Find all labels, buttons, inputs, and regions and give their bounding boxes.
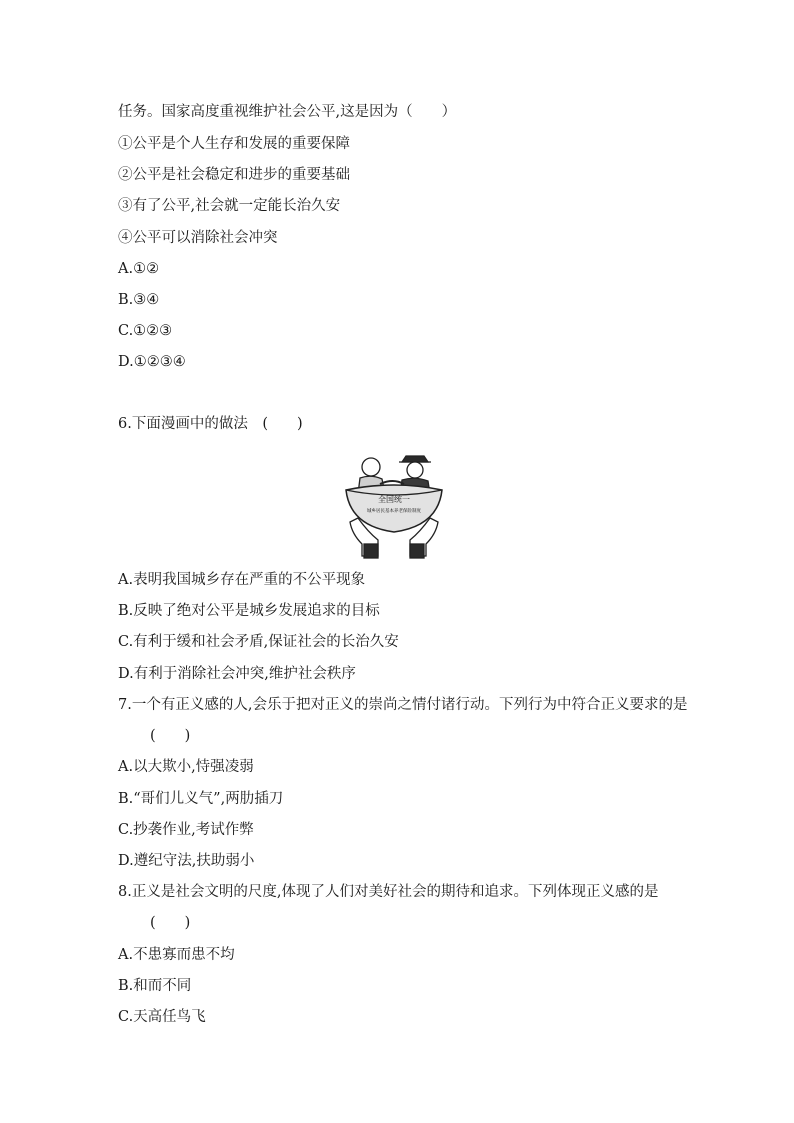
q7-option-a: A.以大欺小,恃强凌弱 — [118, 759, 254, 775]
q7-answer-blank: ( ) — [150, 728, 191, 744]
q5-statement-3: ③有了公平,社会就一定能长治久安 — [118, 198, 341, 214]
handshake — [380, 481, 404, 484]
q5-statement-4: ④公平可以消除社会冲突 — [118, 230, 278, 246]
q5-option-d: D.①②③④ — [118, 354, 186, 370]
q7-option-d: D.遵纪守法,扶助弱小 — [118, 853, 255, 869]
q6-option-a: A.表明我国城乡存在严重的不公平现象 — [118, 572, 366, 588]
q7-option-b: B.“哥们儿义气”,两肋插刀 — [118, 791, 284, 807]
q5-option-a: A.①② — [118, 261, 160, 277]
q5-stem: 任务。国家高度重视维护社会公平,这是因为（ ） — [118, 104, 457, 120]
q5-statement-2: ②公平是社会稳定和进步的重要基础 — [118, 167, 350, 183]
q6-option-c: C.有利于缓和社会矛盾,保证社会的长治久安 — [118, 634, 399, 650]
q8-option-a: A.不患寡而患不均 — [118, 947, 235, 963]
q5-option-c: C.①②③ — [118, 323, 173, 339]
q5-statement-1: ①公平是个人生存和发展的重要保障 — [118, 136, 350, 152]
q8-stem: 8.正义是社会文明的尺度,体现了人们对美好社会的期待和追求。下列体现正义感的是 — [118, 884, 659, 900]
bowl-title: 全国统一 — [378, 495, 410, 504]
cartoon-illustration — [338, 452, 450, 560]
q8-option-b: B.和而不同 — [118, 978, 192, 994]
bowl-subtitle: 城乡居民基本养老保险制度 — [367, 509, 421, 514]
q6-option-d: D.有利于消除社会冲突,维护社会秩序 — [118, 666, 356, 682]
q6-option-b: B.反映了绝对公平是城乡发展追求的目标 — [118, 603, 380, 619]
q7-option-c: C.抄袭作业,考试作弊 — [118, 822, 254, 838]
q8-answer-blank: ( ) — [150, 915, 191, 931]
q8-option-c: C.天高任鸟飞 — [118, 1009, 206, 1025]
q7-stem: 7.一个有正义感的人,会乐于把对正义的崇尚之情付诸行动。下列行为中符合正义要求的是 — [118, 697, 688, 713]
q6-stem: 6.下面漫画中的做法 ( ) — [118, 416, 303, 432]
q5-option-b: B.③④ — [118, 292, 160, 308]
